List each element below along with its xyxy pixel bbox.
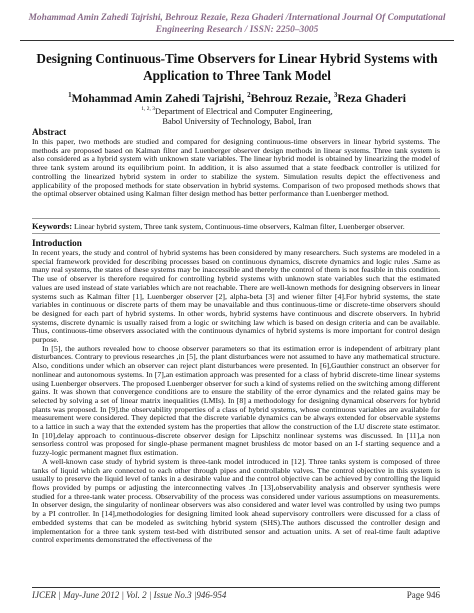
abstract-heading: Abstract [32,127,67,137]
paper-title-line1: Designing Continuous-Time Observers for Linear Hybrid Systems with [36,51,438,66]
keywords-divider [32,233,440,234]
affiliation [40,104,434,127]
footer-citation: IJCER | May-June 2012 | Vol. 2 | Issue No.3 |946-954 [32,590,227,600]
paper-title-line2: Application to Three Tank Model [143,68,331,83]
affiliation-line2: Babol University of Technology, Babol, Iran [162,116,312,126]
journal-header [20,12,454,36]
introduction-body [32,249,440,545]
abstract-text: In this paper, two methods are studied and compared for designing continuous-time observers in linear hybrid systems. The methods are proposed based on Kalman filter and Luenberger observer design methods in linear systems. Three tank system is also considered as a hybrid system with unknown state variables. The linear hybrid model is obtained by linearizing the model of three tank system around its equilibrium point. In addition, it is also assumed that a state feedback controller is utilized for controlling the linearized hybrid system in order to stabilize the system. Simulation results depict the effectiveness and applicability of the proposed methods for state observation in hybrid systems. Comparison of two proposed methods shows that the optimal observer obtained using Kalman filter design method has better performance than Luenberger method. [32,137,440,199]
introduction-paragraph-1: In recent years, the study and control of hybrid systems has been considered by many researchers. Such systems are modeled in a special framework provided for describing processes based on continuous dynamics, discrete dynamics and logic rules .Same as many real systems, the states of these systems may be inaccessible and thereby the control of them is not feasible in this condition. The use of observer is therefore required for controlling hybrid systems with unknown state variables such that the estimated values are used instead of state variables which are not reachable. There are well-known methods for designing observers in linear systems such as Kalman filter [1], Luenberger observer [2], alpha-beta [3] and wiener filter [4].For hybrid systems, the state variables in continuous or discrete parts of them may be unavailable and thus continuous-time or discrete-time observers should be designed for each part of hybrid systems. In other words, hybrid systems have continuous and discrete observers. In hybrid systems, discrete dynamic is usually raised from a logic or switching law which is based on design criteria and can be available. Thus, continuous-time observers associated with the continuous dynamics of hybrid systems is more important for control design purpose. [32,248,440,345]
paper-title [26,50,448,84]
affiliation-line1: Department of Electrical and Computer Engineering, [155,106,333,116]
header-divider [20,40,454,41]
introduction-heading: Introduction [32,238,82,248]
author-1-marker: 1 [68,91,72,99]
introduction-paragraph-2: In [5], the authors revealed how to choose observer parameters so that its estimation error is independent of arbitrary plant disturbances. Contrary to previous researches ,in [5], the plant disturbances were not assumed to have any mathematical structure. Also, conditions under which an observer can reject plant disturbances were presented. In [6],Gauthier construct an observer for nonlinear and autonomous systems. In [7],an estimation approach was presented for a class of hybrid discrete-time linear systems using Luenberger observers. The proposed Luenberger observer for such a kind of systems relied on the switching among different gains. It was shown that convergence conditions are to ensure the stability of the error dynamics and the related gains may be selected by solving a set of linear matrix inequalities (LMIs). In [8] a methodology for designing dynamical observers for hybrid plants was proposed. In [9].the observability properties of a class of hybrid systems, whose continuous variables are available for measurement were considered. They depicted that the discrete variable dynamics can be always extended for observable systems to a lattice in such a way that the extended system has the properties that allow the construction of the LU discrete state estimator. In [10],delay approach to continuous-discrete observer design for Lipschitz nonlinear systems was discussed. In [11],a non sensorless control was proposed for single-phase permanent magnet brushless dc motor based on an I-f starting sequence and a fuzzy-logic permanent magnet flux estimation. [32,343,440,458]
keywords [32,222,440,232]
page-footer [32,590,440,601]
keywords-label: Keywords: [32,221,73,231]
keywords-text: Linear hybrid system, Three tank system, Continuous-time observers, Kalman filter, Luenberger observer. [72,222,405,231]
author-1-name: Mohammad Amin Zahedi Tajrishi, [71,91,248,105]
author-3-name: Reza Ghaderi [337,91,406,105]
author-3-marker: 3 [333,91,338,99]
author-2-name: Behrouz Rezaie, [250,91,334,105]
abstract-divider [32,218,440,219]
page-number: Page 946 [406,590,440,600]
author-2-marker: 2 [247,91,251,99]
footer-divider [32,587,440,588]
journal-header-line1: Mohammad Amin Zahedi Tajrishi, Behrouz Rezaie, Reza Ghaderi /International Journal Of Computational [28,13,446,23]
abstract-body [32,138,440,199]
introduction-paragraph-3: A well-known case study of hybrid system is three-tank model introduced in [12]. Three tanks system is composed of three tanks of liquid which are connected to each other through pipes and controllable valves. The control objective in this system is usually to preserve the liquid level of tanks in a desirable value and the control objective can be achieved by controlling the liquid flows provided by pumps or adjusting the interconnecting valves .In [13],observability analysis and observer synthesis were studied for a three-tank water process. Observability of the process was considered under various assumptions on measurements. In observer design, the singularity of nonlinear observers was also considered and water level was controlled by using two pumps by a PI controller. In [14],methodologies for designing limited look ahead supervisory controllers were discussed for a class of embedded systems that can be modeled as switching hybrid system (SHS).The authors discussed the controller design and implementation for a three tank system test-bed with distributed sensor and actuation units. A set of real-time fault adaptive control experiments demonstrated the effectiveness of the [32,456,440,545]
journal-header-line2: Engineering Research / ISSN: 2250–3005 [155,25,319,35]
affiliation-marker: 1, 2, 3 [141,106,156,112]
